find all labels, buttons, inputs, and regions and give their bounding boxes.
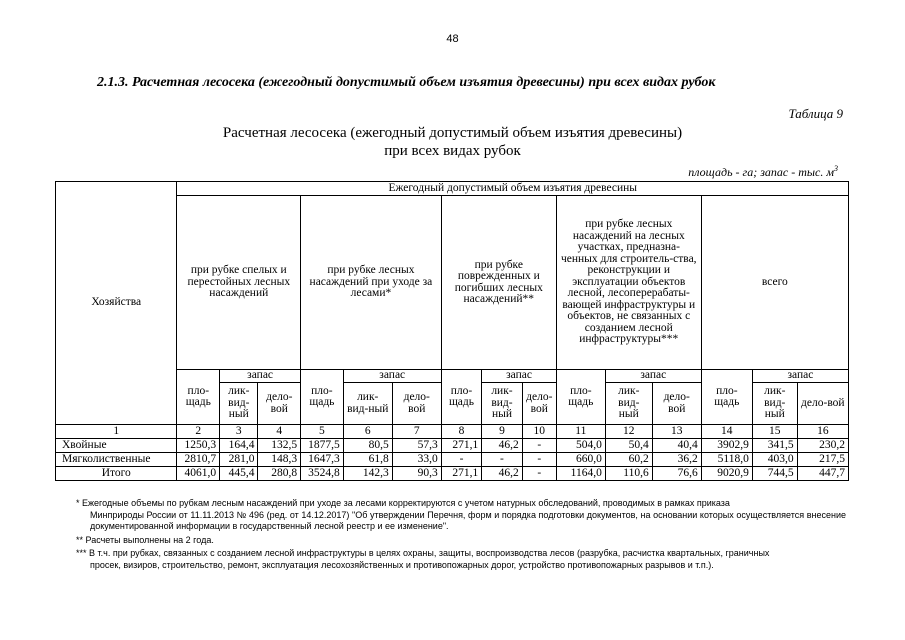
group-header-mature: при рубке спелых и перестойных лесных насаждений [177,196,301,370]
footnote-care-line1: * Ежегодные объемы по рубкам лесным насаждений при уходе за лесами корректируются с учетом натурных обследований, проводимых в рамках приказа [76,498,730,508]
cell: 80,5 [343,439,392,453]
cell: 280,8 [258,467,301,481]
cell: 1647,3 [301,453,344,467]
table-row-conifer [56,439,849,453]
cell: 5118,0 [701,453,752,467]
footnote-damaged: ** Расчеты выполнены на 2 года. [76,534,214,545]
cell: - [441,453,481,467]
cell: 57,3 [392,439,441,453]
col-number: 4 [258,425,301,439]
sub-area: пло-щадь [556,370,605,425]
cell: 142,3 [343,467,392,481]
cell: 271,1 [441,467,481,481]
footnote-infrastructure-line1: *** В т.ч. при рубках, связанных с созданием лесной инфраструктуры в целях охраны, защиты, воспроизводства лесов (разрубка, расчистка квартальных, граничных [76,548,770,558]
sub-business: дело-вой [392,383,441,425]
units-note [688,164,838,180]
page-number: 48 [446,33,459,45]
cell: 50,4 [605,439,652,453]
cell: 40,4 [652,439,701,453]
sub-stock: запас [343,370,441,383]
cell: 504,0 [556,439,605,453]
col-number: 6 [343,425,392,439]
cell: 164,4 [220,439,258,453]
sub-liquid: лик-вид-ный [605,383,652,425]
cell: 341,5 [752,439,797,453]
units-sup: 3 [834,164,838,173]
cell: 46,2 [482,439,522,453]
col-total-header: Ежегодный допустимый объем изъятия древесины [177,182,849,196]
sub-stock: запас [605,370,701,383]
col-number: 14 [701,425,752,439]
sub-business: дело-вой [797,383,848,425]
cell: - [522,467,556,481]
sub-stock: запас [220,370,301,383]
cell: 1250,3 [177,439,220,453]
cell: 61,8 [343,453,392,467]
footnote-infrastructure-line2: просек, визиров, строительство, ремонт, эксплуатация лесохозяйственных и противопожарных дорог, устройство противопожарных разрывов и т.п.). [90,559,714,570]
table-title-line2: при всех видах рубок [384,143,521,159]
col-number: 10 [522,425,556,439]
table-label: Таблица 9 [788,106,843,121]
footnotes [76,498,846,573]
cell: 744,5 [752,467,797,481]
cell: 4061,0 [177,467,220,481]
sub-liquid: лик-вид-ный [220,383,258,425]
cell: 33,0 [392,453,441,467]
cell: 36,2 [652,453,701,467]
col-number: 5 [301,425,344,439]
col-number: 9 [482,425,522,439]
section-heading: 2.1.3. Расчетная лесосека (ежегодный допустимый объем изъятия древесины) при всех видах рубок [97,75,716,90]
sub-stock: запас [752,370,848,383]
row-name: Итого [56,467,177,481]
cell: 60,2 [605,453,652,467]
cell: 271,1 [441,439,481,453]
sub-area: пло-щадь [177,370,220,425]
cell: 447,7 [797,467,848,481]
row-name: Мягколиственные [56,453,177,467]
col-number: 13 [652,425,701,439]
sub-business: дело-вой [522,383,556,425]
group-header-care: при рубке лесных насаждений при уходе за лесами* [301,196,442,370]
sub-stock: запас [482,370,557,383]
cell: 2810,7 [177,453,220,467]
table-title [0,124,905,160]
table-row-softwood [56,453,849,467]
group-header-damaged: при рубке поврежденных и погибших лесных насаждений** [441,196,556,370]
cell: - [482,453,522,467]
cell: 90,3 [392,467,441,481]
sub-liquid: лик-вид-ный [482,383,522,425]
sub-liquid: лик-вид-ный [343,383,392,425]
table-title-line1: Расчетная лесосека (ежегодный допустимый объем изъятия древесины) [222,125,683,141]
cell: 281,0 [220,453,258,467]
col-number: 7 [392,425,441,439]
sub-business: дело-вой [258,383,301,425]
col-number: 16 [797,425,848,439]
cell: 76,6 [652,467,701,481]
cell: 660,0 [556,453,605,467]
col-farms-header: Хозяйства [56,182,177,425]
cell: 110,6 [605,467,652,481]
cell: 403,0 [752,453,797,467]
col-number: 1 [56,425,177,439]
footnote-care-line2: Минприроды России от 11.11.2013 № 496 (ред. от 14.12.2017) "Об утверждении Перечня, форм и порядка подготовки документов, на основании которых осуществляется внесение документированной информации в государственный лесной реестр и ее изменение". [90,509,846,531]
group-header-infrastructure: при рубке лесных насаждений на лесных участках, предназна-ченных для строитель-ства, реконструкции и эксплуатации объектов лесной, лесоперерабаты-вающей инфраструктуры и объектов, не связанных с созданием лесной инфраструктуры*** [556,196,701,370]
col-number: 11 [556,425,605,439]
cell: - [522,439,556,453]
column-number-row [56,425,849,439]
cell: 3524,8 [301,467,344,481]
col-number: 12 [605,425,652,439]
cell: 230,2 [797,439,848,453]
cell: - [522,453,556,467]
table-row-total [56,467,849,481]
col-number: 8 [441,425,481,439]
cell: 9020,9 [701,467,752,481]
units-text: площадь - га; запас - тыс. м [688,165,834,179]
cell: 1877,5 [301,439,344,453]
cell: 217,5 [797,453,848,467]
felling-table [55,181,849,481]
cell: 46,2 [482,467,522,481]
cell: 445,4 [220,467,258,481]
cell: 132,5 [258,439,301,453]
cell: 1164,0 [556,467,605,481]
sub-area: пло-щадь [301,370,344,425]
col-number: 3 [220,425,258,439]
group-header-total: всего [701,196,848,370]
footnote-infrastructure [76,548,846,571]
col-number: 15 [752,425,797,439]
cell: 148,3 [258,453,301,467]
sub-area: пло-щадь [701,370,752,425]
sub-area: пло-щадь [441,370,481,425]
row-name: Хвойные [56,439,177,453]
footnote-care [76,498,846,533]
col-number: 2 [177,425,220,439]
cell: 3902,9 [701,439,752,453]
sub-business: дело-вой [652,383,701,425]
sub-liquid: лик-вид-ный [752,383,797,425]
